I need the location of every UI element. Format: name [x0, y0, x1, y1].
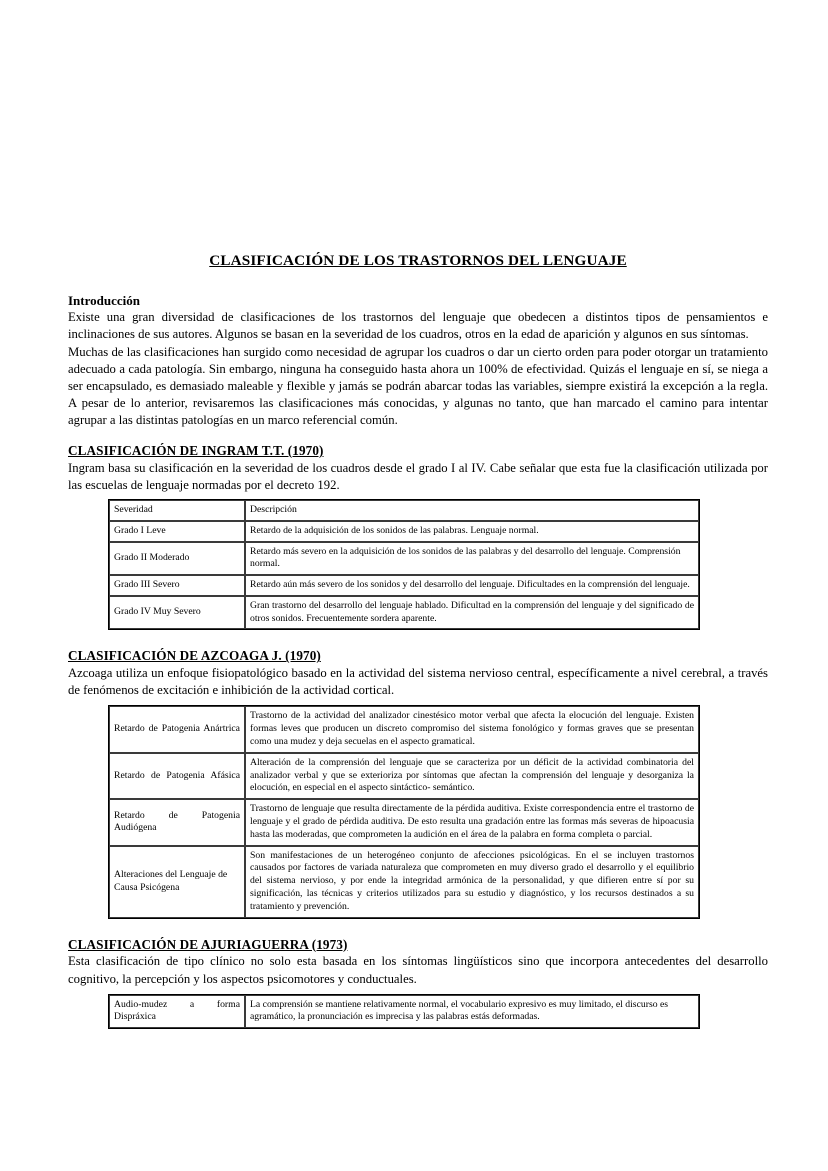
patogenia-description: Trastorno de la actividad del analizador cinestésico motor verbal que afecta la elocución del lenguaje. Existen formas leves que producen un discreto compromiso del sistema fonológico y formas graves que se presentan como una mudez y deja secuelas en el aspecto gramatical. — [245, 706, 699, 752]
introduction-paragraph-2: Muchas de las clasificaciones han surgido como necesidad de agrupar los cuadros o dar un cierto orden para poder otorgar un tratamiento adecuado a cada patología. Sin embargo, ninguna ha conseguido hasta ahora un 100% de efectividad. Quizás el lenguaje en sí, se niega a ser encapsulado, es demasiado maleable y flexible y jamás se podrán abarcar todas las variables, siempre existirá la excepción a la regla. A pesar de lo anterior, revisaremos las clasificaciones más conocidas, y algunas no tanto, que han marcado el camino para intentar agrupar a las distintas patologías en un marco referencial común. — [68, 344, 768, 427]
section-intro-azcoaga: Azcoaga utiliza un enfoque fisiopatológico basado en la actividad del sistema nervioso central, específicamente a nivel cerebral, a través de fenómenos de excitación e inhibición de la actividad cortical. — [68, 666, 768, 698]
patogenia-description: Alteración de la comprensión del lenguaje que se caracteriza por un déficit de la actividad combinatoria del analizador verbal y que se exterioriza por síntomas que afectan la comprensión del lenguaje y desorganiza la elocución, en especial en el aspecto sintáctico- semántico. — [245, 753, 699, 799]
trastorno-label: Audio-mudez a forma Dispráxica — [109, 995, 245, 1029]
section-heading-ingram: CLASIFICACIÓN DE INGRAM T.T. (1970) — [68, 442, 324, 458]
patogenia-label: Retardo de Patogenia Anártrica — [109, 706, 245, 752]
table-ingram — [108, 499, 700, 631]
column-header-severidad: Severidad — [109, 500, 245, 521]
patogenia-label: Retardo de Patogenia Audiógena — [109, 799, 245, 845]
patogenia-description: Son manifestaciones de un heterogéneo conjunto de afecciones psicológicas. En el se incluyen trastornos causados por factores de variada naturaleza que comprometen en muy diverso grado el desarrollo y el equilibrio del sistema nervioso, y por ende la integridad armónica de la personalidad, y que difieren entre sí por su significación, las técnicas y criterios utilizados para su estudio y diagnóstico, y los recursos destinados a su tratamiento y prevención. — [245, 846, 699, 918]
severity-description: Retardo de la adquisición de los sonidos de las palabras. Lenguaje normal. — [245, 521, 699, 542]
document-title: CLASIFICACIÓN DE LOS TRASTORNOS DEL LENGUAJE — [209, 252, 627, 269]
severity-label: Grado II Moderado — [109, 542, 245, 576]
introduction-paragraph-1: Existe una gran diversidad de clasificaciones de los trastornos del lenguaje que obedecen a distintos tipos de pensamientos e inclinaciones de sus autores. Algunos se basan en la severidad de los cuadros, otros en la edad de aparición y algunos en sus síntomas. — [68, 310, 768, 342]
column-header-descripcion: Descripción — [245, 500, 699, 521]
section-heading-ajuriaguerra: CLASIFICACIÓN DE AJURIAGUERRA (1973) — [68, 936, 348, 952]
section-intro-ajuriaguerra: Esta clasificación de tipo clínico no solo esta basada en los síntomas lingüísticos sino que incorpora antecedentes del desarrollo cognitivo, la percepción y los aspectos psicomotores y conductuales. — [68, 954, 768, 986]
severity-label: Grado III Severo — [109, 575, 245, 596]
patogenia-description: Trastorno de lenguaje que resulta directamente de la pérdida auditiva. Existe correspondencia entre el trastorno de lenguaje y el grado de pérdida auditiva. De esto resulta una gradación entre las formas más severas de hipoacusia hasta las moderadas, que comprometen la audición en el área de la palabra en forma completa o parcial. — [245, 799, 699, 845]
severity-label: Grado I Leve — [109, 521, 245, 542]
table-row — [109, 846, 699, 918]
severity-label: Grado IV Muy Severo — [109, 596, 245, 630]
trastorno-description: La comprensión se mantiene relativamente normal, el vocabulario expresivo es muy limitado, el discurso es agramático, la pronunciación es imprecisa y las palabras estás deformadas. — [245, 995, 699, 1029]
table-azcoaga — [108, 705, 700, 918]
patogenia-label: Alteraciones del Lenguaje de Causa Psicógena — [109, 846, 245, 918]
table-row — [109, 706, 699, 752]
table-row — [109, 596, 699, 630]
table-header-row — [109, 500, 699, 521]
table-row — [109, 753, 699, 799]
severity-description: Retardo más severo en la adquisición de los sonidos de las palabras y del desarrollo del lenguaje. Comprensión normal. — [245, 542, 699, 576]
table-row — [109, 542, 699, 576]
severity-description: Gran trastorno del desarrollo del lenguaje hablado. Dificultad en la comprensión del lenguaje y del significado de otros sonidos. Frecuentemente sordera aparente. — [245, 596, 699, 630]
section-heading-azcoaga: CLASIFICACIÓN DE AZCOAGA J. (1970) — [68, 648, 321, 664]
section-intro-ingram: Ingram basa su clasificación en la severidad de los cuadros desde el grado I al IV. Cabe señalar que esta fue la clasificación utilizada por las escuelas de lenguaje normadas por el decreto 192. — [68, 460, 768, 492]
severity-description: Retardo aún más severo de los sonidos y del desarrollo del lenguaje. Dificultades en la comprensión del lenguaje. — [245, 575, 699, 596]
table-row — [109, 575, 699, 596]
table-row — [109, 799, 699, 845]
patogenia-label: Retardo de Patogenia Afásica — [109, 753, 245, 799]
introduction-heading: Introducción — [68, 293, 140, 309]
table-row — [109, 995, 699, 1029]
table-row — [109, 521, 699, 542]
table-ajuriaguerra — [108, 994, 700, 1030]
